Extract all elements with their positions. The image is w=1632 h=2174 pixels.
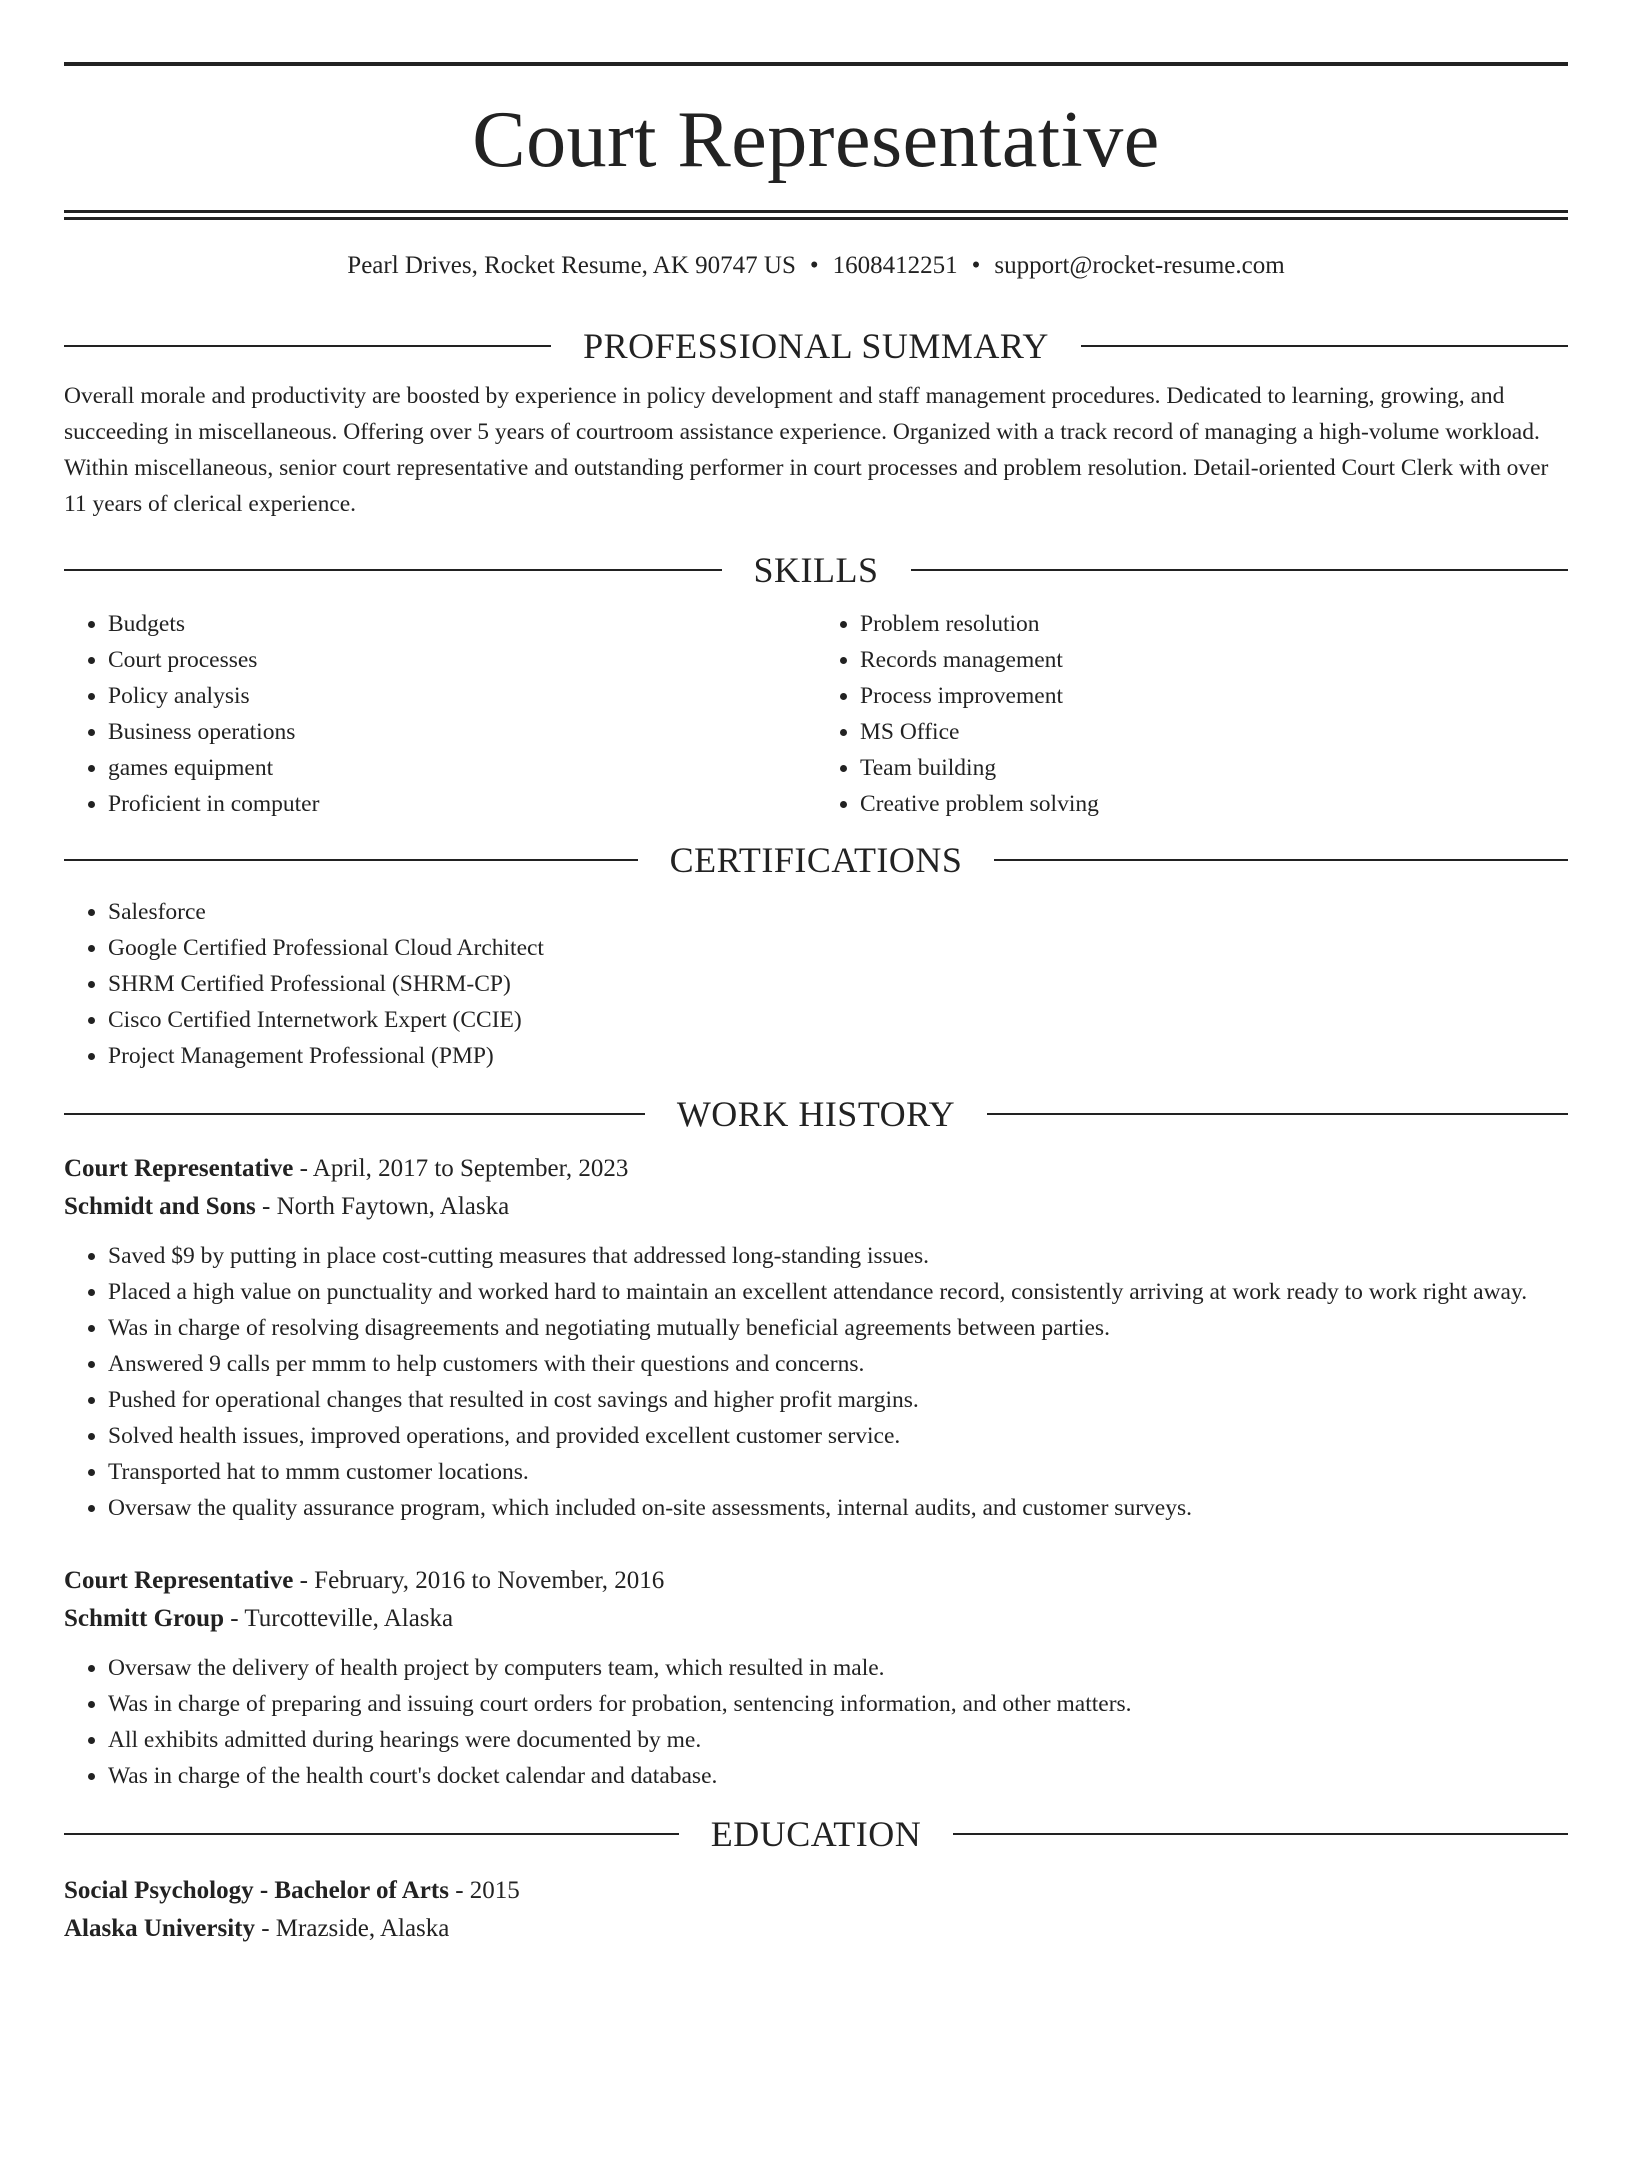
summary-text: Overall morale and productivity are boosted by experience in policy development and staff management procedures. Dedicated to learning, growing, and succeeding in miscellaneous. Offering over 5 years of courtroom assistance experience. Organized with a track record of managing a high-volume workload. Within miscellaneous, senior court representative and outstanding performer in court processes and problem resolution. Detail-oriented Court Clerk with over 11 years of clerical experience. xyxy=(64,383,1549,517)
skill-item: • MS Office xyxy=(860,714,1568,750)
section-rule-left xyxy=(64,1833,679,1835)
job-company-line xyxy=(64,1600,1568,1638)
section-rule-right xyxy=(987,1113,1568,1115)
certification-item: • SHRM Certified Professional (SHRM-CP) xyxy=(108,966,1568,1002)
summary-section-title: PROFESSIONAL SUMMARY xyxy=(583,326,1049,366)
skill-item: • Process improvement xyxy=(860,678,1568,714)
section-rule-left xyxy=(64,569,722,571)
education-year: - 2015 xyxy=(448,1877,520,1904)
job-bullet: • Saved $9 by putting in place cost-cutting measures that addressed long-standing issues. xyxy=(108,1238,1568,1274)
education-degree: Social Psychology - Bachelor of Arts xyxy=(64,1877,449,1904)
certification-item: • Project Management Professional (PMP) xyxy=(108,1038,1568,1074)
contact-separator: • xyxy=(971,252,981,279)
job-bullet: • Solved health issues, improved operations, and provided excellent customer service. xyxy=(108,1418,1568,1454)
job-title-line xyxy=(64,1562,1568,1600)
job-dates: - February, 2016 to November, 2016 xyxy=(293,1567,665,1594)
skill-item: • games equipment xyxy=(108,750,816,786)
resume-page xyxy=(0,62,1632,2174)
section-rule-right xyxy=(911,569,1569,571)
section-rule-left xyxy=(64,1113,645,1115)
education-section-header xyxy=(64,1812,1568,1856)
job-company-line xyxy=(64,1188,1568,1226)
job-title-line xyxy=(64,1150,1568,1188)
education-school: Alaska University xyxy=(64,1915,255,1942)
education-section-title: EDUCATION xyxy=(710,1814,922,1854)
skill-item: • Policy analysis xyxy=(108,678,816,714)
job-company: Schmitt Group xyxy=(64,1605,224,1632)
job-bullet: • All exhibits admitted during hearings were documented by me. xyxy=(108,1722,1568,1758)
job-title: Court Representative xyxy=(64,1155,294,1182)
section-rule-right xyxy=(1081,345,1568,347)
job-bullet: • Was in charge of the health court's docket calendar and database. xyxy=(108,1758,1568,1794)
job-bullet: • Answered 9 calls per mmm to help customers with their questions and concerns. xyxy=(108,1346,1568,1382)
job-bullet: • Oversaw the quality assurance program, which included on-site assessments, internal audits, and customer surveys. xyxy=(108,1490,1568,1526)
job-location: - North Faytown, Alaska xyxy=(255,1193,510,1220)
job-bullet: • Oversaw the delivery of health project by computers team, which resulted in male. xyxy=(108,1650,1568,1686)
work-section-title: WORK HISTORY xyxy=(676,1094,956,1134)
contact-email[interactable]: support@rocket-resume.com xyxy=(994,252,1285,279)
contact-line xyxy=(64,248,1568,284)
section-rule-left xyxy=(64,345,551,347)
job-location: - Turcotteville, Alaska xyxy=(223,1605,454,1632)
job-bullet: • Was in charge of preparing and issuing court orders for probation, sentencing information, and other matters. xyxy=(108,1686,1568,1722)
resume-name: Court Representative xyxy=(472,96,1160,184)
skill-item: • Court processes xyxy=(108,642,816,678)
job-bullets xyxy=(64,1238,1568,1526)
job-bullet: • Was in charge of resolving disagreements and negotiating mutually beneficial agreements between parties. xyxy=(108,1310,1568,1346)
certifications-section-title: CERTIFICATIONS xyxy=(669,840,963,880)
contact-separator: • xyxy=(809,252,819,279)
education-entry xyxy=(64,1872,1568,1948)
job-entry xyxy=(64,1150,1568,1526)
skills-section-header xyxy=(64,548,1568,592)
skills-columns xyxy=(64,606,1568,822)
skill-item: • Team building xyxy=(860,750,1568,786)
education-degree-line xyxy=(64,1872,1568,1910)
summary-section-header xyxy=(64,324,1568,368)
header-double-rule xyxy=(64,210,1568,220)
section-rule-right xyxy=(994,859,1568,861)
skill-item: • Budgets xyxy=(108,606,816,642)
job-entry xyxy=(64,1562,1568,1794)
education-location: - Mrazside, Alaska xyxy=(254,1915,450,1942)
skill-item: • Creative problem solving xyxy=(860,786,1568,822)
skill-item: • Problem resolution xyxy=(860,606,1568,642)
skills-section-title: SKILLS xyxy=(753,550,879,590)
job-bullets xyxy=(64,1650,1568,1794)
skills-list-right xyxy=(816,606,1568,822)
job-title: Court Representative xyxy=(64,1567,294,1594)
section-rule-left xyxy=(64,859,638,861)
skill-item: • Proficient in computer xyxy=(108,786,816,822)
certification-item: • Cisco Certified Internetwork Expert (CCIE) xyxy=(108,1002,1568,1038)
certifications-list xyxy=(64,894,1568,1074)
job-company: Schmidt and Sons xyxy=(64,1193,256,1220)
skills-list-left xyxy=(64,606,816,822)
contact-phone: 1608412251 xyxy=(832,252,958,279)
certifications-section-header xyxy=(64,838,1568,882)
contact-address: Pearl Drives, Rocket Resume, AK 90747 US xyxy=(347,252,796,279)
job-bullet: • Placed a high value on punctuality and worked hard to maintain an excellent attendance record, consistently arriving at work ready to work right away. xyxy=(108,1274,1568,1310)
education-school-line xyxy=(64,1910,1568,1948)
job-dates: - April, 2017 to September, 2023 xyxy=(293,1155,629,1182)
header-top-rule xyxy=(64,62,1568,66)
section-rule-right xyxy=(953,1833,1568,1835)
work-section-header xyxy=(64,1092,1568,1136)
job-bullet: • Transported hat to mmm customer locations. xyxy=(108,1454,1568,1490)
certification-item: • Salesforce xyxy=(108,894,1568,930)
certification-item: • Google Certified Professional Cloud Architect xyxy=(108,930,1568,966)
job-bullet: • Pushed for operational changes that resulted in cost savings and higher profit margins. xyxy=(108,1382,1568,1418)
skill-item: • Business operations xyxy=(108,714,816,750)
skill-item: • Records management xyxy=(860,642,1568,678)
